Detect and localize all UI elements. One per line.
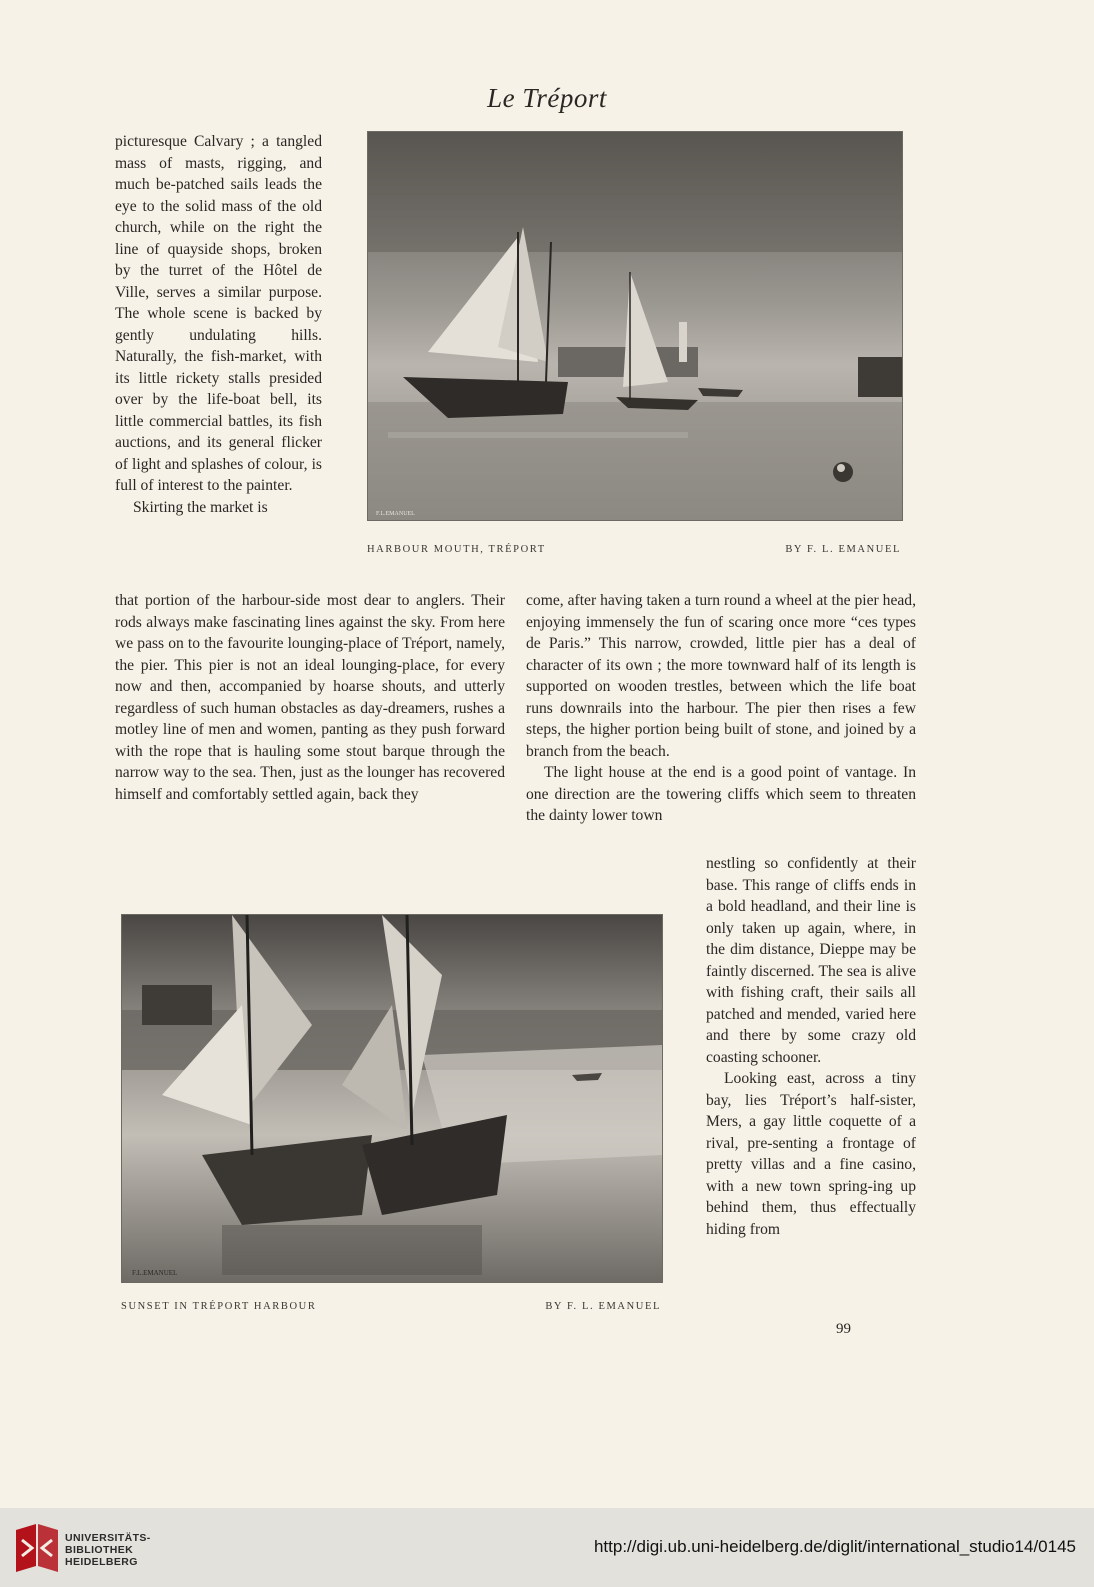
paragraph: nestling so confidently at their base. This range of cliffs ends in a bold headland, and their line is only taken up again, where, in the dim distance, Dieppe may be faintly discerned. The sea is alive with fishing craft, their sails all patched and mended, varied here and there by some crazy old coasting schooner. bbox=[706, 855, 916, 1066]
figure-caption bbox=[367, 544, 901, 555]
source-url-link[interactable]: http://digi.ub.uni-heidelberg.de/diglit/international_studio14/0145 bbox=[593, 1537, 1076, 1556]
caption-credit: BY F. L. EMANUEL bbox=[785, 544, 901, 555]
library-name-line: BIBLIOTHEK bbox=[65, 1544, 134, 1556]
paragraph: picturesque Calvary ; a tangled mass of masts, rigging, and much be-patched sails leads the eye to the solid mass of the old church, while on the right the line of quayside shops, broken by the turret of the Hôtel de Ville, serves a similar purpose. The whole scene is backed by gently undulating hills. Naturally, the fish-market, with its little rickety stalls presided over by the life-boat bell, its little commercial battles, its fish auctions, and its general flicker of light and splashes of colour, is full of interest to the painter. bbox=[115, 133, 322, 494]
paragraph: Skirting the market is bbox=[133, 498, 268, 516]
running-title: Le Tréport bbox=[487, 83, 607, 113]
caption-credit: BY F. L. EMANUEL bbox=[545, 1301, 661, 1312]
illustration-sunset-harbour bbox=[121, 914, 663, 1283]
caption-title: SUNSET IN TRÉPORT HARBOUR bbox=[121, 1301, 317, 1312]
paragraph: come, after having taken a turn round a wheel at the pier head, enjoying immensely the fun of scaring once more “ces types de Paris.” This narrow, crowded, little pier has a deal of character of its own ; the more townward half of its length is supported on wooden trestles, between which the life boat runs downrails into the harbour. The pier then rises a few steps, the higher portion being built of stone, and joined by a branch from the beach. bbox=[526, 592, 916, 760]
library-name bbox=[65, 1532, 151, 1568]
caption-title: HARBOUR MOUTH, TRÉPORT bbox=[367, 544, 546, 555]
painting-signature: F.L.EMANUEL bbox=[132, 1269, 178, 1277]
column-top-left bbox=[115, 131, 322, 518]
library-name-line: UNIVERSITÄTS- bbox=[65, 1532, 151, 1544]
painting-signature: F.L.EMANUEL bbox=[376, 511, 415, 517]
library-logo-icon bbox=[14, 1522, 60, 1576]
paragraph: Looking east, across a tiny bay, lies Tréport’s half-sister, Mers, a gay little coquette of a rival, pre-senting a frontage of pretty villas and a fine casino, with a new town spring-ing up behind them, thus effectually hiding from bbox=[706, 1070, 916, 1238]
figure-caption bbox=[121, 1301, 661, 1312]
column-left bbox=[115, 590, 505, 805]
paragraph: The light house at the end is a good point of vantage. In one direction are the towering cliffs which seem to threaten the dainty lower town bbox=[526, 764, 916, 824]
library-name-line: HEIDELBERG bbox=[65, 1556, 138, 1568]
column-narrow bbox=[706, 853, 916, 1240]
paragraph: that portion of the harbour-side most dear to anglers. Their rods always make fascinating lines against the sky. From here we pass on to the favourite lounging-place of Tréport, namely, the pier. This pier is not an ideal lounging-place, for every now and then, accompanied by hoarse shouts, and utterly regardless of such human obstacles as day-dreamers, rushes a motley line of men and women, panting as they push forward with the rope that is hauling some stout barque through the narrow way to the sea. Then, just as the lounger has recovered himself and comfortably settled again, back they bbox=[115, 592, 505, 803]
page-number: 99 bbox=[836, 1321, 851, 1337]
illustration-harbour-mouth bbox=[367, 131, 903, 521]
column-right bbox=[526, 590, 916, 827]
library-footer bbox=[0, 1508, 1094, 1587]
